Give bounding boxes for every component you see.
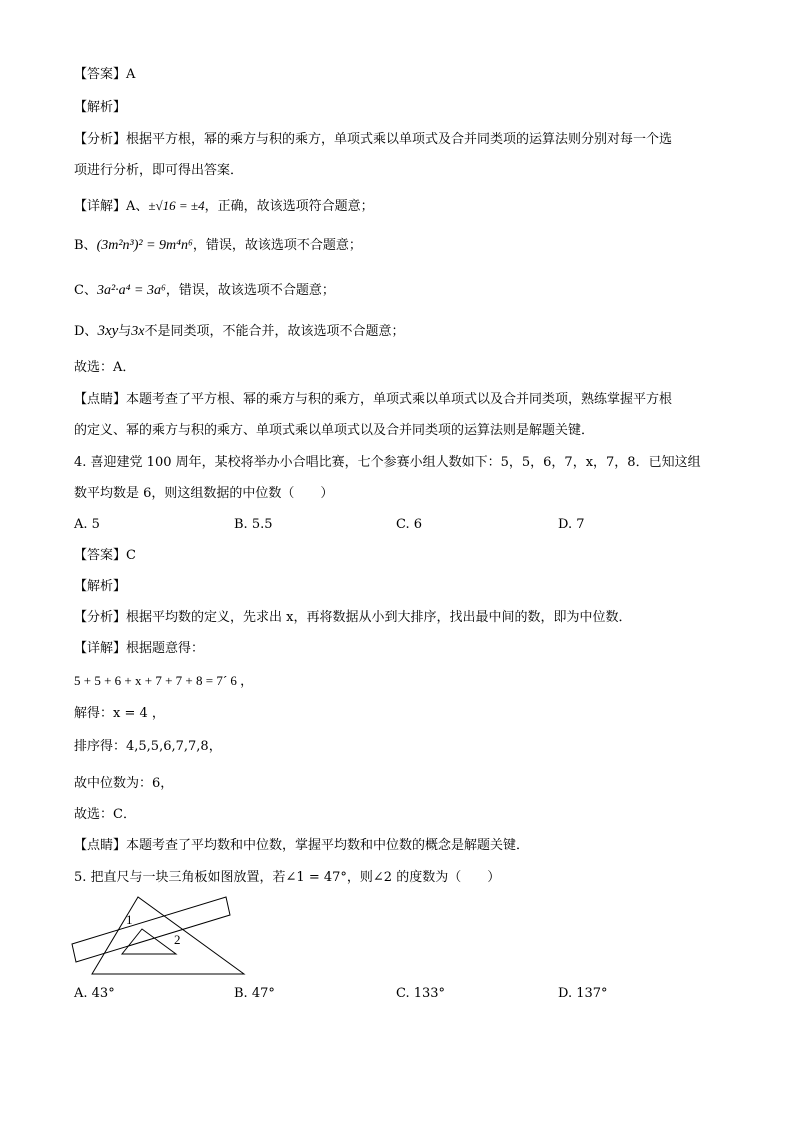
analysis-text-q3-line1: 【分析】根据平方根，幂的乘方与积的乘方，单项式乘以单项式及合并同类项的运算法则分别对每一个选 [74,132,673,147]
detail-c-prefix: C、 [74,283,97,298]
sorted-data: 排序得：4,5,5,6,7,7,8， [74,739,222,754]
q4-option-b: B. 5.5 [234,517,273,532]
question-5: 5. 把直尺与一块三角板如图放置，若∠1 = 47°，则∠2 的度数为（ ） [74,870,501,885]
detail-b-suffix: ，错误，故该选项不合题意； [192,238,362,253]
detail-d-prefix: D、 [74,324,98,339]
large-triangle [92,897,244,974]
answer-line-q4: 【答案】C [74,548,136,563]
detail-heading-q4: 【详解】根据题意得： [74,641,205,656]
question-4-line2: 数平均数是 6，则这组数据的中位数（ ） [74,486,334,501]
equation-sum: 5 + 5 + 6 + x + 7 + 7 + 8 = 7´ 6 ， [74,673,254,688]
analysis-text-q3-line2: 项进行分析，即可得出答案． [74,163,244,178]
detail-option-c [74,282,335,300]
detail-d-term1: 3xy [97,323,119,339]
small-triangle [122,929,176,954]
q5-option-b: B. 47° [234,986,275,1001]
detail-a-suffix: ，正确，故该选项符合题意； [204,199,374,214]
comment-q4: 【点睛】本题考查了平均数和中位数，掌握平均数和中位数的概念是解题关键． [74,838,530,853]
detail-option-b [74,237,362,255]
q4-option-c: C. 6 [396,517,423,532]
detail-c-formula: 3a²·a⁴ = 3a⁶ [96,283,166,298]
answer-line-q3: 【答案】A [74,67,136,82]
detail-b-prefix: B、 [74,238,97,253]
detail-option-d [74,322,405,341]
analysis-heading-q3: 【解析】 [74,100,127,115]
median-result: 故中位数为：6， [74,776,174,791]
question-4-line1: 4. 喜迎建党 100 周年，某校将举办小合唱比赛，七个参赛小组人数如下：5，5，6，7，x，7，8．已知这组 [74,455,701,470]
q5-option-d: D. 137° [558,986,608,1001]
angle-label-2: 2 [174,932,181,947]
analysis-text-q4: 【分析】根据平均数的定义，先求出 x，再将数据从小到大排序，找出最中间的数，即为中位数． [74,610,632,625]
q4-option-a: A. 5 [74,517,100,532]
choice-line-q4: 故选：C． [74,807,136,822]
q5-option-c: C. 133° [396,986,446,1001]
q4-option-d: D. 7 [558,517,585,532]
analysis-heading-q4: 【解析】 [74,579,127,594]
detail-d-mid: 与 [118,324,132,339]
detail-d-suffix: 不是同类项，不能合并，故该选项不合题意； [144,324,405,339]
angle-label-1: 1 [126,912,133,927]
detail-option-a [74,197,374,216]
ruler-triangle-figure [68,895,258,985]
solution-x: 解得：x = 4 ， [74,706,165,721]
comment-q3-line2: 的定义、幂的乘方与积的乘方、单项式乘以单项式以及合并同类项的运算法则是解题关键． [74,423,595,438]
choice-line-q3: 故选：A． [74,360,136,375]
detail-b-formula: (3m²n³)² = 9m⁴n⁶ [96,238,193,253]
detail-a-formula: ±√16 = ±4 [148,198,205,213]
detail-d-term2: 3x [131,324,145,339]
detail-c-suffix: ，错误，故该选项不合题意； [165,283,335,298]
q5-option-a: A. 43° [74,986,115,1001]
comment-q3-line1: 【点睛】本题考查了平方根、幂的乘方与积的乘方，单项式乘以单项式以及合并同类项，熟练掌握平方根 [74,392,673,407]
detail-a-prefix: 【详解】A、 [74,199,149,214]
